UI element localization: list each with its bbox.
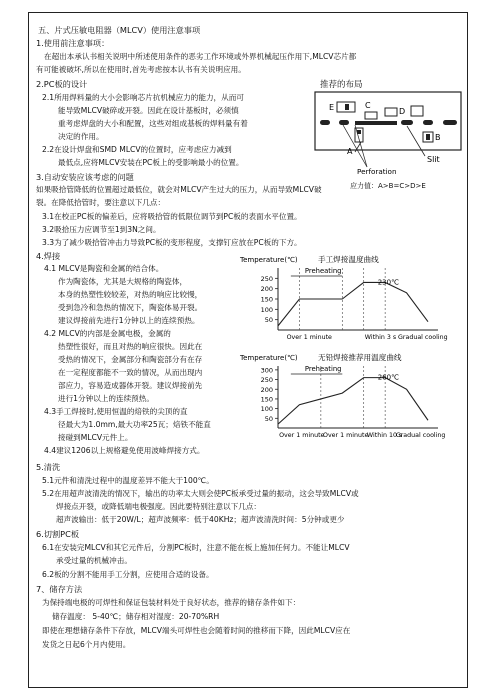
y-tick-label: 150 xyxy=(260,295,273,304)
y-tick-label: 250 xyxy=(260,376,273,385)
preheating-label: Preheating xyxy=(304,365,342,373)
section-4-line: 作为陶瓷体，尤其是大规格的陶瓷体， xyxy=(58,277,188,286)
section-4-line: 进行1分钟以上的连续预热。 xyxy=(58,394,154,403)
y-tick-label: 100 xyxy=(260,405,273,414)
section-4-line: 4.3手工焊接时,使用恒温的焙铁的尖顶的直 xyxy=(44,407,188,416)
section-6-line: 承受过量的机械冲击。 xyxy=(56,556,132,565)
section-4-line: 径最大为1.0mm,最大功率25瓦；焙铁不能直 xyxy=(58,420,211,429)
section-2-heading: 2.PC板的设计 xyxy=(36,79,88,89)
hand-soldering-chart xyxy=(240,254,462,354)
temperature-curve xyxy=(278,378,428,425)
lead-free-soldering-chart xyxy=(240,352,462,452)
y-tick-label: 200 xyxy=(260,385,273,394)
y-tick-label: 150 xyxy=(260,395,273,404)
temperature-curve xyxy=(278,282,428,325)
label-e: E xyxy=(329,103,335,112)
chart-title: 手工焊接温度曲线 xyxy=(318,255,379,264)
label-slit: Slit xyxy=(427,155,440,164)
y-tick-label: 200 xyxy=(260,285,273,294)
section-4-line: 部应力，容易造成器体开裂。建议焊接前先 xyxy=(58,381,203,390)
chip-c xyxy=(365,112,377,119)
section-5-line: 超声波输出：低于20W/L；超声波频率：低于40KHz；超声波清洗时间：5分钟或更少 xyxy=(56,515,345,524)
perforation-label: Perforation xyxy=(357,167,397,176)
x-label: Within 3 s xyxy=(364,334,397,341)
preheating-label: Preheating xyxy=(304,267,342,275)
section-4-line: 热塑性很好，而且对热的响应很快。因此在 xyxy=(58,342,203,351)
section-4-line: 本身的热塑性较较差，对热的响应比较慢， xyxy=(58,290,203,299)
section-2-line: 能导致MLCV破碎或开裂。因此在设计基板时，必须慎 xyxy=(58,106,239,115)
section-5-line: 5.2在用超声波清洗的情况下，输出的功率太大则会使PC板承受过量的振动，这会导致MLCV或 xyxy=(42,489,359,498)
section-4-heading: 4.焊接 xyxy=(36,251,61,261)
section-7-line: 即使在理想储存条件下存放，MLCV端头可焊性也会随着时间的推移而下降，因此MLCV应在 xyxy=(42,626,351,635)
perforation-slot xyxy=(443,120,457,125)
section-4-line: 受到急冷和急热的情况下，陶瓷体易开裂。 xyxy=(58,303,203,312)
label-b: B xyxy=(435,133,441,142)
layout-figure xyxy=(315,92,463,184)
slit xyxy=(355,121,397,125)
x-label: Over 1 minute xyxy=(286,334,332,341)
y-tick-label: 300 xyxy=(260,366,273,375)
layout-figure-title: 推荐的布局 xyxy=(320,80,363,90)
y-tick-label: 250 xyxy=(260,274,273,283)
section-2-line: 2.2在设计焊盘和SMD MLCV的位置时，应考虑应力减到 xyxy=(42,145,232,154)
page-title: 五、片式压敏电阻器（MLCV）使用注意事项 xyxy=(38,25,201,35)
chip-b-top xyxy=(411,106,423,116)
x-label: Gradual cooling xyxy=(395,432,446,439)
section-5-heading: 5.清洗 xyxy=(36,462,61,472)
y-tick-label: 50 xyxy=(264,316,273,325)
chip-d xyxy=(385,108,397,116)
section-6-line: 6.1在安装完MLCV和其它元件后，分割PC板时，注意不能在板上施加任何力。不能让MLCV xyxy=(42,543,350,552)
section-7-heading: 7、储存方法 xyxy=(36,584,83,594)
chart-ylabel: Temperature(℃) xyxy=(240,256,298,264)
perforation-slot xyxy=(339,120,349,125)
section-2-line: 2.1所用焊料量的大小会影响芯片抗机械应力的能力，从而可 xyxy=(42,93,244,102)
section-3-line: 如果吸拾管降低的位置超过最低位，就会对MLCV产生过大的压力，从而导致MLCV破 xyxy=(36,185,322,194)
label-c: C xyxy=(365,101,371,110)
section-6-heading: 6.切割PC板 xyxy=(36,529,80,539)
section-6-line: 6.2板的分割不能用手工分割，应使用合适的设备。 xyxy=(42,570,214,579)
label-a: A xyxy=(347,147,353,156)
section-1-heading: 1.使用前注意事项： xyxy=(36,38,110,48)
x-label: Over 1 minute xyxy=(323,432,369,439)
section-4-line: 建议焊接前先进行1分钟以上的连续预热。 xyxy=(58,316,200,325)
section-2-line: 最低点,应将MLCV安装在PC板上的受影响最小的位置。 xyxy=(58,158,244,167)
section-2-line: 决定的作用。 xyxy=(58,132,104,141)
section-3-line: 3.2吸拾压力应调节至1到3N之间。 xyxy=(42,225,161,234)
section-4-line: 受热的情况下，金属部分和陶瓷部分有在存 xyxy=(58,355,203,364)
x-label: Gradual cooling xyxy=(398,334,448,341)
chart-ylabel: Temperature(℃) xyxy=(240,354,298,362)
section-4-line: 4.4建议1206以上规格避免使用波峰焊接方式。 xyxy=(44,446,205,455)
perforation-slot xyxy=(320,120,330,125)
section-3-line: 3.3为了减少吸拾管冲击力导致PC板的变形程度，支撑钉应放在PC板的下方。 xyxy=(42,238,302,247)
section-4-line: 接碰到MLCV元件上。 xyxy=(58,433,133,442)
section-7-line: 储存温度： 5-40℃；储存相对湿度：20-70%RH xyxy=(52,612,220,621)
peak-label: 260℃ xyxy=(377,373,399,382)
section-3-line: 3.1在校正PC板的偏差后，应将吸拾管的低限位调节到PC板的表面水平位置。 xyxy=(42,212,302,221)
chart-title: 无铅焊接推荐用温度曲线 xyxy=(318,353,402,362)
y-tick-label: 100 xyxy=(260,305,273,314)
section-7-line: 为保持端电极的可焊性和保证包装材料处于良好状态，推荐的储存条件如下： xyxy=(42,598,301,607)
section-3-line: 裂。在降低拾管时，要注意以下几点： xyxy=(36,198,166,207)
section-1-line: 在超出本承认书相关说明中所述使用条件的恶劣工作环境或外界机械起压作用下,MLCV芯片都 xyxy=(44,52,357,61)
x-label: Within 10 s xyxy=(366,432,403,439)
peak-label: 230℃ xyxy=(377,278,399,287)
section-4-line: 4.1 MLCV是陶瓷和金属的结合体。 xyxy=(44,264,164,273)
stress-order: 应力值：A>B=C>D>E xyxy=(350,182,426,190)
section-4-line: 在一定程度都能不一致的情况，从而出现内 xyxy=(58,368,203,377)
perforation-slot xyxy=(423,120,433,125)
section-5-line: 焊接点开裂，或降低端电极强度。因此要特别注意以下几点： xyxy=(56,502,262,511)
section-7-line: 发货之日起6个月内使用。 xyxy=(42,640,131,649)
section-1-line: 有可能被破坏,所以在使用时,首先考虑按本认书有关说明应用。 xyxy=(36,65,246,74)
perforation-slot xyxy=(401,120,413,125)
section-3-heading: 3.自动安装应该考虑的问题 xyxy=(36,172,134,182)
label-d: D xyxy=(399,107,406,116)
section-5-line: 5.1元件和清洗过程中的温度差异不能大于100℃。 xyxy=(42,476,214,485)
section-4-line: 4.2 MLCV的内部是金属电极，金属的 xyxy=(44,329,171,338)
y-tick-label: 50 xyxy=(264,414,273,423)
x-label: Over 1 minute xyxy=(279,432,325,439)
section-2-line: 重考虑焊盘的大小和配置，这些对组成基板的焊料量有着 xyxy=(58,119,248,128)
